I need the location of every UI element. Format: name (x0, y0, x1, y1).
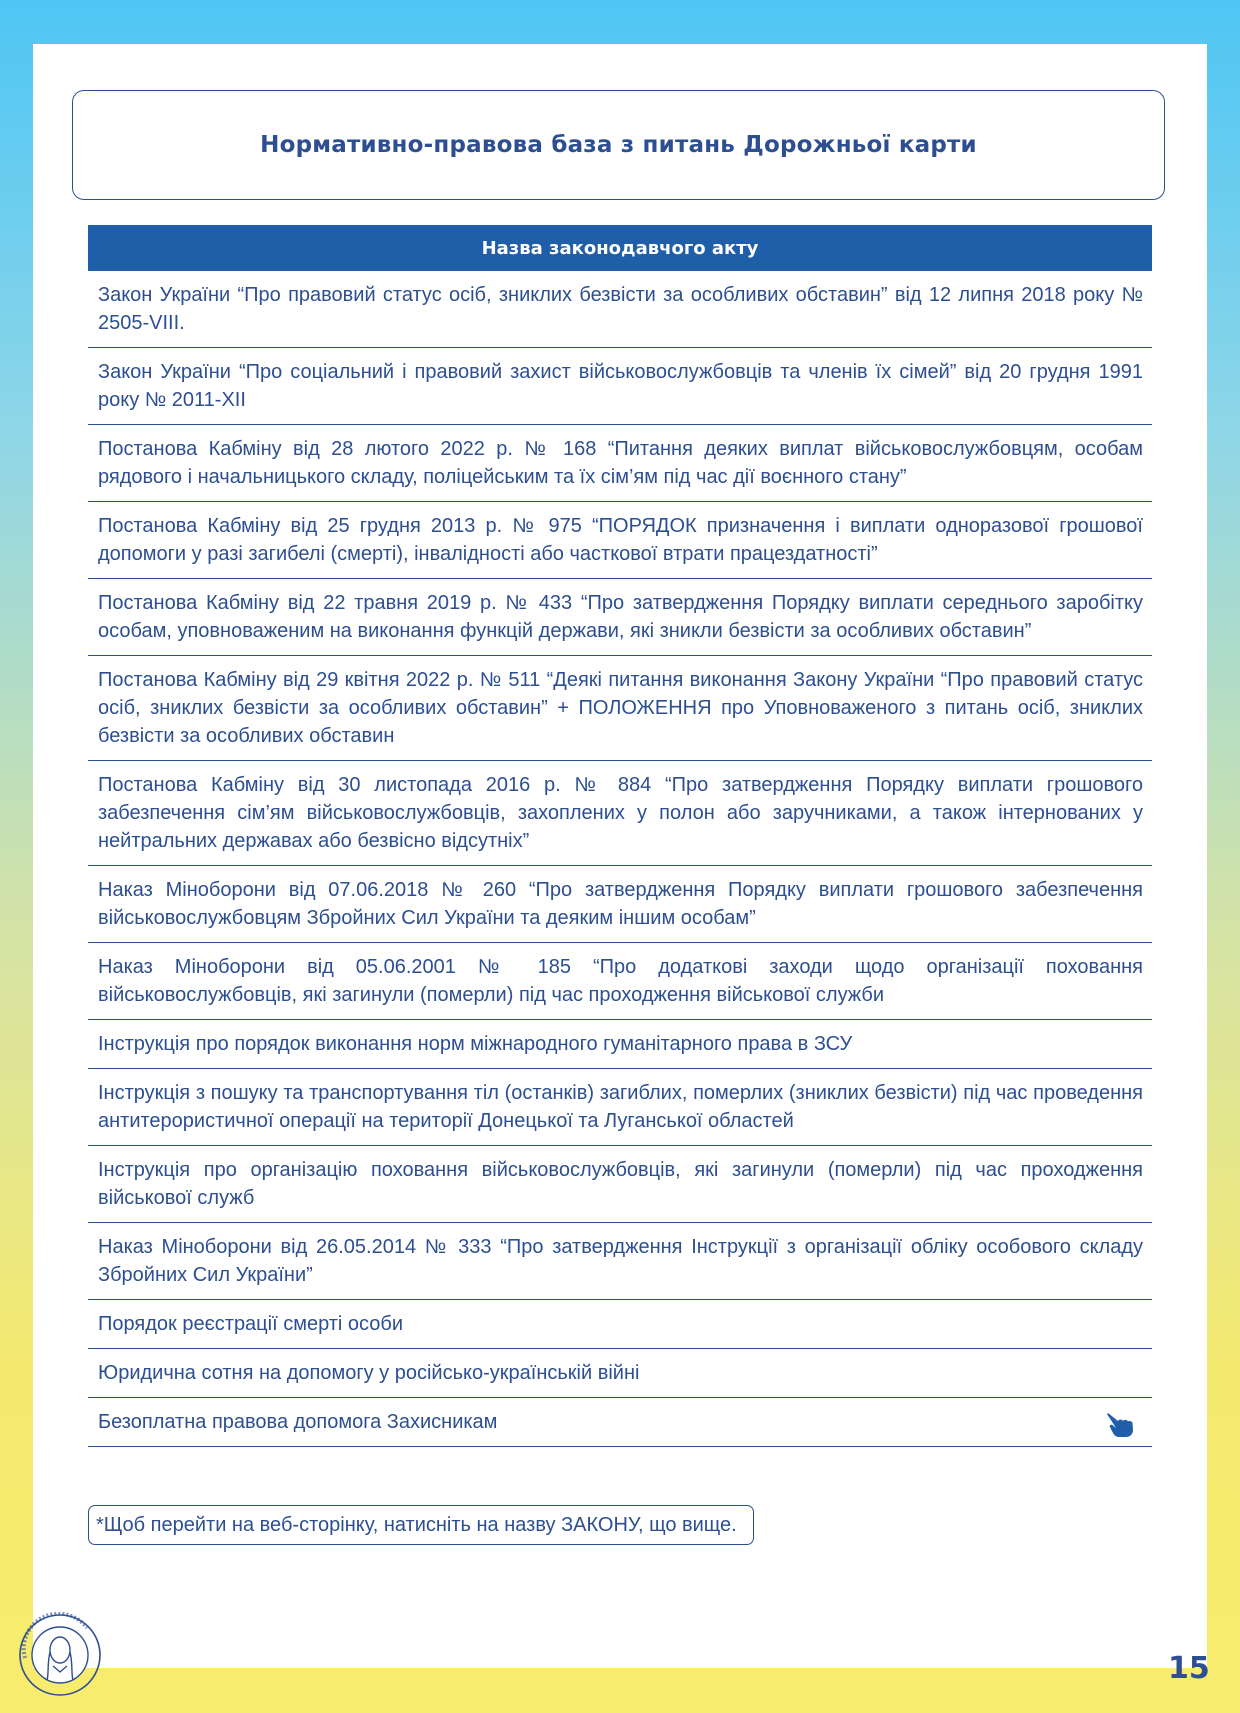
page-sheet (33, 44, 1207, 1668)
table-row[interactable]: Юридична сотня на допомогу у російсько-українській війні (88, 1349, 1152, 1398)
table-row[interactable]: Постанова Кабміну від 28 лютого 2022 р. № 168 “Питання деяких виплат військовослужбовцям, особам рядового і начальницького складу, поліцейським та їх сім’ям під час дії воєнного стану” (88, 425, 1152, 502)
table-row[interactable]: Інструкція з пошуку та транспортування тіл (останків) загиблих, померлих (зниклих безвісти) під час проведення антитерористичної операції на території Донецької та Луганської областей (88, 1069, 1152, 1146)
table-row[interactable]: Закон України “Про правовий статус осіб, зниклих безвісти за особливих обставин” від 12 липня 2018 року № 2505-VIII. (88, 271, 1152, 348)
table-row[interactable]: Інструкція про організацію поховання військовослужбовців, які загинули (померли) під час проходження військової служб (88, 1146, 1152, 1223)
note-text: *Щоб перейти на веб-сторінку, натисніть на назву ЗАКОНУ, що вище. (96, 1513, 737, 1536)
page-title: Нормативно-правова база з питань Дорожньої карти (260, 132, 977, 158)
table-row[interactable]: Порядок реєстрації смерті особи (88, 1300, 1152, 1349)
page-number: 15 (1168, 1651, 1210, 1686)
table-row-label: Безоплатна правова допомога Захисникам (98, 1411, 498, 1433)
table-row[interactable]: Постанова Кабміну від 30 листопада 2016 р. № 884 “Про затвердження Порядку виплати грошового забезпечення сім’ям військовослужбовців, захоплених у полон або заручниками, а також інтернованих у нейтральних державах або безвісно відсутніх” (88, 761, 1152, 866)
legal-acts-table (88, 225, 1152, 1447)
association-logo (17, 1612, 103, 1698)
table-row-with-pointer[interactable] (88, 1398, 1152, 1447)
table-row[interactable]: Закон України “Про соціальний і правовий захист військовослужбовців та членів їх сімей” від 20 грудня 1991 року № 2011-XII (88, 348, 1152, 425)
note-box (88, 1505, 754, 1545)
title-box (72, 90, 1165, 200)
hand-pointer-icon (1106, 1410, 1136, 1438)
table-row[interactable]: Постанова Кабміну від 22 травня 2019 р. № 433 “Про затвердження Порядку виплати середнього заробітку особам, уповноваженим на виконання функцій держави, які зникли безвісти за особливих обставин” (88, 579, 1152, 656)
table-row[interactable]: Постанова Кабміну від 29 квітня 2022 р. № 511 “Деякі питання виконання Закону України “Про правовий статус осіб, зниклих безвісти за особливих обставин” + ПОЛОЖЕННЯ про Уповноваженого з питань осіб, зниклих безвісти за особливих обставин (88, 656, 1152, 761)
table-row[interactable]: Постанова Кабміну від 25 грудня 2013 р. № 975 “ПОРЯДОК призначення і виплати одноразової грошової допомоги у разі загибелі (смерті), інвалідності або часткової втрати працездатності” (88, 502, 1152, 579)
table-row[interactable]: Наказ Міноборони від 26.05.2014 № 333 “Про затвердження Інструкції з організації обліку особового складу Збройних Сил України” (88, 1223, 1152, 1300)
table-row[interactable]: Інструкція про порядок виконання норм міжнародного гуманітарного права в ЗСУ (88, 1020, 1152, 1069)
table-row[interactable]: Наказ Міноборони від 07.06.2018 № 260 “Про затвердження Порядку виплати грошового забезпечення військовослужбовцям Збройних Сил України та деяким іншим особам” (88, 866, 1152, 943)
table-header: Назва законодавчого акту (88, 225, 1152, 271)
table-row[interactable]: Наказ Міноборони від 05.06.2001 № 185 “Про додаткові заходи щодо організації поховання військовослужбовців, які загинули (померли) під час проходження військової служби (88, 943, 1152, 1020)
